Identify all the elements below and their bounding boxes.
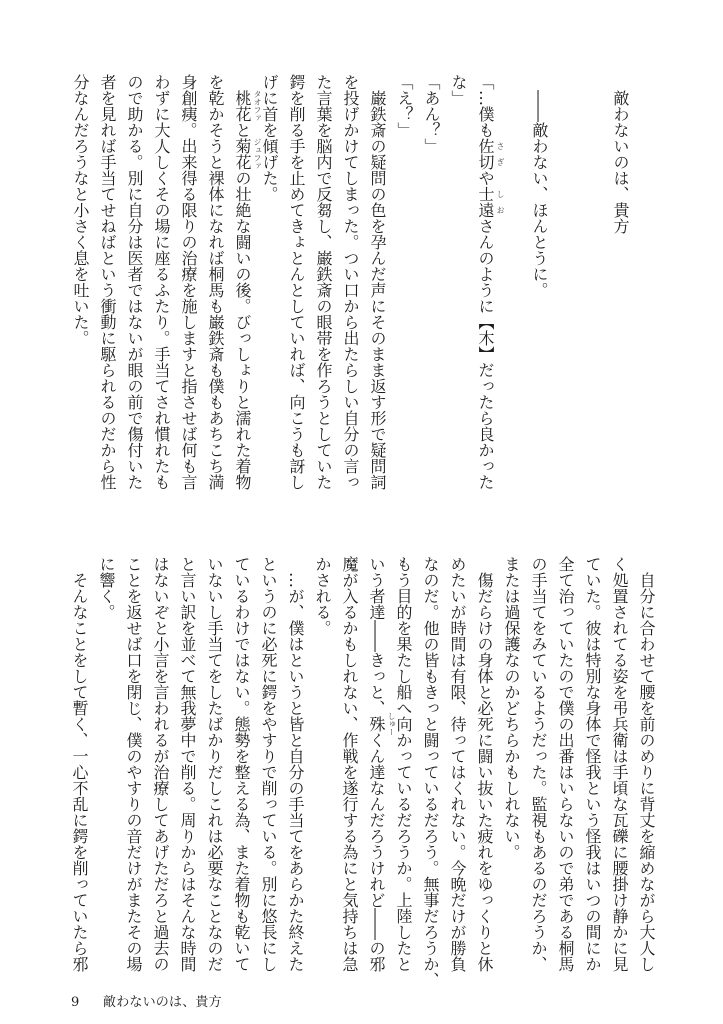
text-column: または過保護なのかどちらかもしれない。 [502,556,521,860]
text-run: や [476,170,495,186]
text-run [233,74,252,90]
text-run: さんのように【木】だったら良かった [476,218,495,490]
ruby-group [476,186,505,222]
ruby-base: 佐切 [476,138,495,170]
text-column [472,74,505,514]
ruby-annotation: しお [496,190,505,222]
text-run: と [233,122,252,138]
top-text-block [67,74,634,514]
text-column: はないぞと小言を言われるが治療してあげただろと過去の [151,556,170,972]
text-column: 「あん？」 [422,74,441,154]
text-column: 傷だらけの身体と必死に闘い抜いた疲れをゆっくりと休 [475,556,494,972]
text-column [229,74,262,514]
text-run: いう者達――きっと、 [367,556,386,716]
page-footer [0,995,723,1013]
text-column: いないし手当てをしたばかりだしこれは必要なことなのだ [205,556,224,972]
text-column: ていた。彼は特別な身体で怪我という怪我はいつの間にか [583,556,602,972]
ruby-annotation: さぎ [496,142,505,174]
ruby-group [233,138,262,170]
ruby-base: 殊 [367,716,386,732]
ruby-base: 桃花 [233,90,252,122]
text-column: …が、僕はというと皆と自分の手当てをあらかた終えた [286,556,305,972]
text-column: かされる。 [313,556,332,636]
text-column: 分なんだろうなと小さく息を吐いた。 [71,74,90,346]
text-column: く処置されてる姿を弔兵衛は手頃な瓦礫に腰掛け静かに見 [610,556,629,972]
ruby-group [476,138,505,174]
text-column: わずに大人しくその場に座るふたり。手当てされ慣れたも [152,74,171,490]
text-column: を投げかけてしまった。つい口から出たらしい自分の言っ [341,74,360,490]
text-column: 身創痍。出来得る限りの治療を施しますと指させば何も言 [179,74,198,490]
text-column: ているわけではない。態勢を整える為、また着物も乾いて [232,556,251,972]
ruby-annotation: タオファ [253,90,262,122]
text-column: た言葉を脳内で反芻し、巌鉄斎の眼帯を作ろうとしていた [314,74,333,490]
text-column: もう目的を果たし船へ向かっているだろうか。上陸したと [394,556,413,972]
bottom-text-block [66,556,660,996]
ruby-group [367,712,396,736]
page-number: 9 [71,995,80,1010]
ruby-annotation: ジュファ [253,138,262,170]
text-column: 鍔を削る手を止めてきょとんとしていれば、向こうも訝し [287,74,306,490]
text-column: 自分に合わせて腰を前のめりに背丈を縮めながら大人し [637,556,656,972]
running-title: 敵わないのは、貴方 [103,995,222,1010]
ruby-base: 菊花 [233,138,252,170]
text-column: の手当てをみているようだった。監視もあるのだろうか、 [529,556,548,972]
blank-column [553,74,580,514]
text-column: げに首を傾げた。 [260,74,279,202]
ruby-base: 士遠 [476,186,495,218]
text-column: というのに必死に鍔をやすりで削っている。別に悠長にし [259,556,278,972]
text-column: ので助かる。別に自分は医者ではないが眼の前で傷付いた [125,74,144,490]
text-column: 全て治っていたので僕の出番はいらないので弟である桐馬 [556,556,575,972]
text-column: 魔が入るかもしれない、作戦を遂行する為にと気持ちは急 [340,556,359,972]
text-column: 者を見れば手当てせねばという衝動に駆られるのだから性 [98,74,117,490]
text-column: と言い訳を並べて無我夢中で削る。周りからはそんな時間 [178,556,197,972]
blank-column [499,74,526,514]
ruby-annotation: しゅー [387,712,396,736]
text-column: に響く。 [97,556,116,620]
ruby-group [233,90,262,122]
text-column: 巌鉄斎の疑問の色を孕んだ声にそのまま返す形で疑問詞 [368,74,387,490]
text-run: くん達なんだろうけれど――の邪 [367,732,386,972]
text-column: めたいが時間は有限、待ってはくれない。今晩だけが勝負 [448,556,467,972]
text-column: を乾かそうと裸体になれば桐馬も巌鉄斎も僕もあちこち満 [206,74,225,490]
epigraph: ――敵わない、ほんとうに。 [530,90,549,298]
text-run: の壮絶な闘いの後。びっしょりと濡れた着物 [233,170,252,490]
text-run: 「…僕も [476,74,495,138]
text-column: 「え？」 [395,74,414,138]
text-column: そんなことをして暫く、一心不乱に鍔を削っていたら邪 [70,556,89,972]
text-column: なのだ。他の皆もきっと闘っているだろう。無事だろうか、 [421,556,440,988]
chapter-heading: 敵わないのは、貴方 [611,90,630,234]
text-column: ことを返せば口を閉じ、僕のやすりの音だけがまたその場 [124,556,143,972]
text-column: な」 [449,74,468,106]
text-column [363,556,396,996]
blank-column [580,74,607,514]
